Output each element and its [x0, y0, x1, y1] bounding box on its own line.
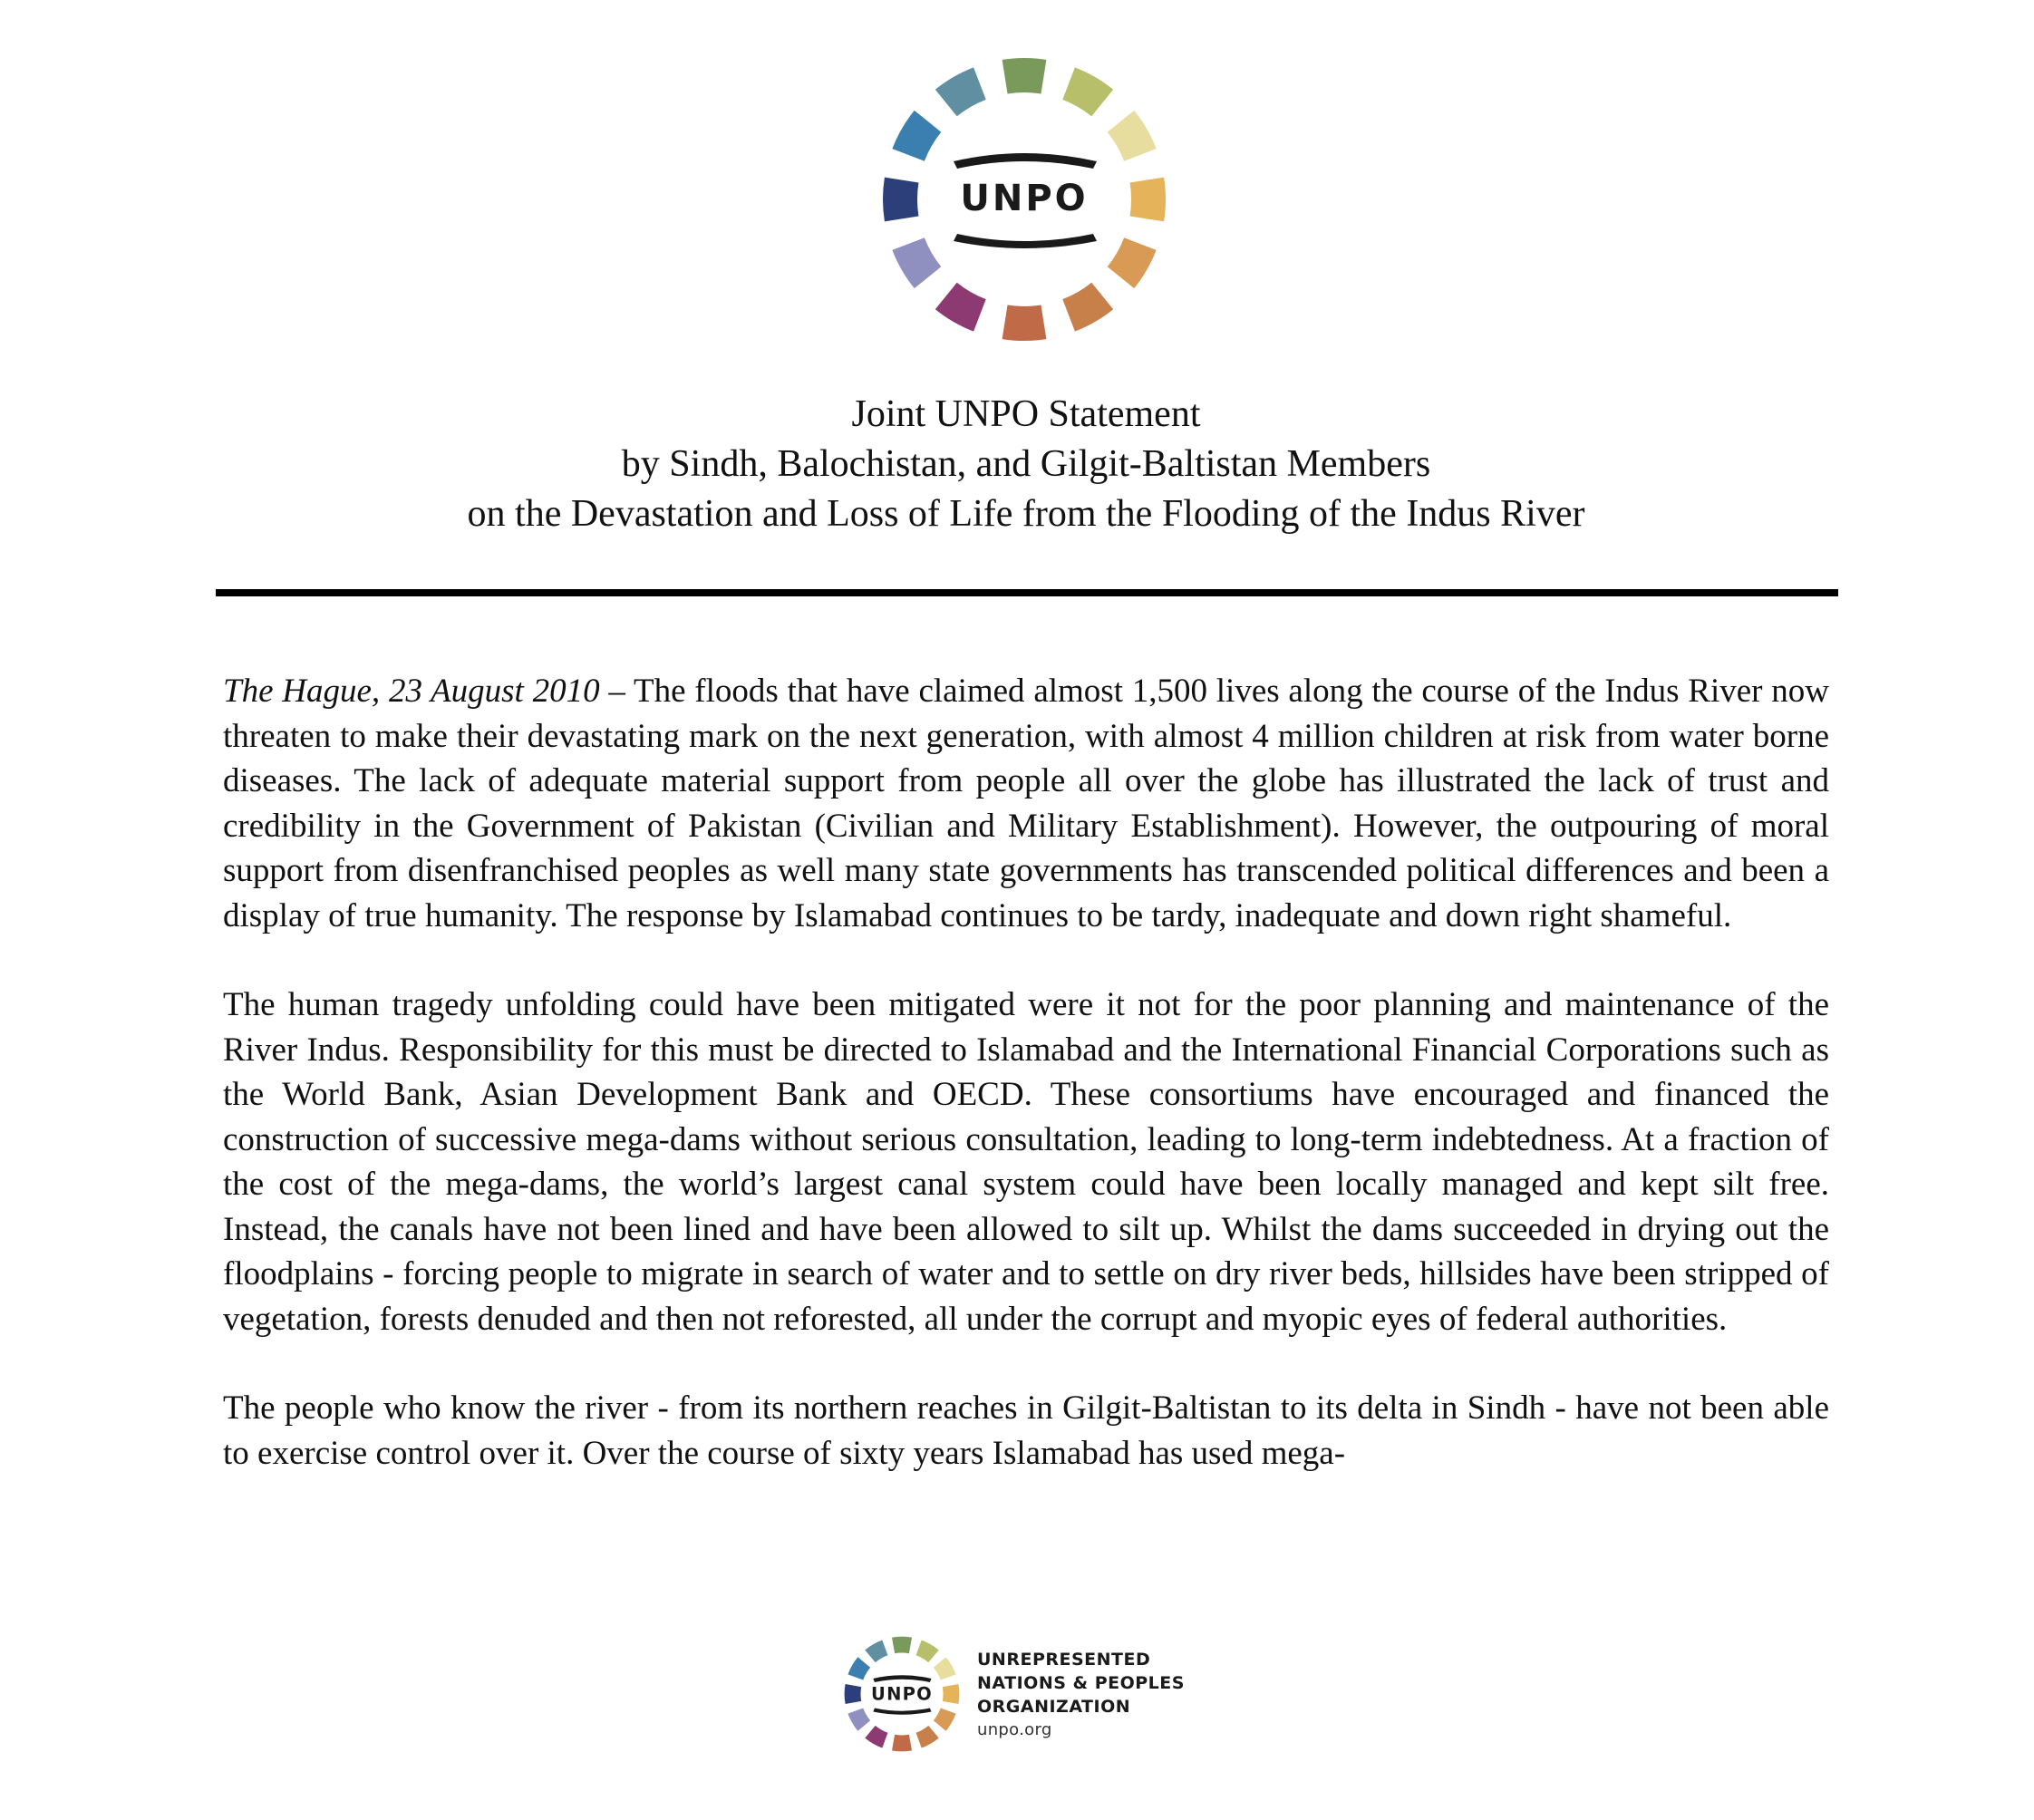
paragraph-2: The human tragedy unfolding could have been mitigated were it not for the poor planning and maintenance of the River Indus. Responsibility for this must be directed to Islamabad and the International Financial Corporations such as the World Bank, Asian Development Bank and OECD. These consortiums have encouraged and financed the construction of successive mega-dams without serious consultation, leading to long-term indebtedness. At a fraction of the cost of the mega-dams, the world’s largest canal system could have been locally managed and kept silt free. Instead, the canals have not been lined and have been allowed to silt up. Whilst the dams succeeded in drying out the floodplains - forcing people to migrate in search of water and to settle on dry river beds, hillsides have been stripped of vegetation, forests denuded and then not reforested, all under the corrupt and myopic eyes of federal authorities. [223, 986, 1829, 1338]
footer-logo-upper-arc [873, 1675, 931, 1682]
logo-ring-segment [1108, 111, 1157, 161]
footer-logo-wordmark: UNPO [871, 1683, 933, 1705]
logo-ring-segment [1108, 237, 1157, 288]
logo-ring-segment [1002, 58, 1047, 93]
logo-upper-arc [954, 153, 1097, 169]
logo-ring-segment [1062, 67, 1113, 116]
logo-wordmark: UNPO [960, 178, 1089, 219]
logo-ring-segment [1002, 305, 1047, 341]
logo-ring-segment [934, 1709, 956, 1731]
logo-ring-segment [892, 111, 941, 161]
logo-ring-segment [883, 178, 918, 222]
statement-body [223, 669, 1829, 1520]
dateline: The Hague, 23 August 2010 [223, 673, 600, 710]
logo-ring-segment [935, 67, 986, 116]
paragraph-3: The people who know the river - from its northern reaches in Gilgit-Baltistan to its delta in Sindh - have not been able to exercise control over it. Over the course of sixty years Islamabad has used mega- [223, 1389, 1829, 1472]
logo-ring-segment [845, 1684, 862, 1704]
footer-url[interactable]: unpo.org [977, 1720, 1052, 1739]
logo-ring-segment [848, 1657, 870, 1680]
logo-ring-segment [916, 1640, 939, 1662]
logo-ring-segment [865, 1726, 887, 1748]
footer [843, 1631, 1224, 1758]
logo-ring-segment [892, 1637, 912, 1654]
paragraph-1 [223, 669, 1829, 938]
footer-line-2: NATIONS & PEOPLES [977, 1673, 1185, 1693]
title-line-2: by Sindh, Balochistan, and Gilgit-Baltistan Members [621, 443, 1431, 485]
title-divider [216, 589, 1838, 596]
logo-ring-segment [1062, 283, 1113, 332]
logo-lower-arc [954, 234, 1097, 248]
title-line-3: on the Devastation and Loss of Life from the Flooding of the Indus River [467, 493, 1585, 535]
footer-line-3: ORGANIZATION [977, 1697, 1131, 1717]
logo-ring-segment [892, 237, 941, 288]
logo-ring-segment [1130, 178, 1166, 222]
footer-organization-name [977, 1648, 1185, 1742]
logo-ring-segment [943, 1684, 960, 1704]
statement-title [181, 390, 1871, 539]
logo-ring-segment [916, 1726, 939, 1748]
title-line-1: Joint UNPO Statement [851, 393, 1201, 435]
footer-line-1: UNREPRESENTED [977, 1650, 1151, 1670]
logo-ring-segment [865, 1640, 887, 1662]
logo-ring-segment [892, 1735, 912, 1752]
footer-logo-lower-arc [873, 1708, 931, 1714]
logo-ring-segment [848, 1709, 870, 1731]
logo-ring-segment [934, 1657, 956, 1680]
logo-ring-segment [935, 283, 986, 332]
paragraph-1-text: – The floods that have claimed almost 1,500 lives along the course of the Indus River now threaten to make their devastating mark on the next generation, with almost 4 million children at risk from water borne diseases. The lack of adequate material support from people all over the globe has illustrated the lack of trust and credibility in the Government of Pakistan (Civilian and Military Establishment). However, the outpouring of moral support from disenfranchised peoples as well many state governments has transcended political differences and been a display of true humanity. The response by Islamabad continues to be tardy, inadequate and down right shameful. [223, 673, 1829, 934]
unpo-logo [879, 54, 1169, 344]
footer-unpo-logo [843, 1635, 961, 1753]
